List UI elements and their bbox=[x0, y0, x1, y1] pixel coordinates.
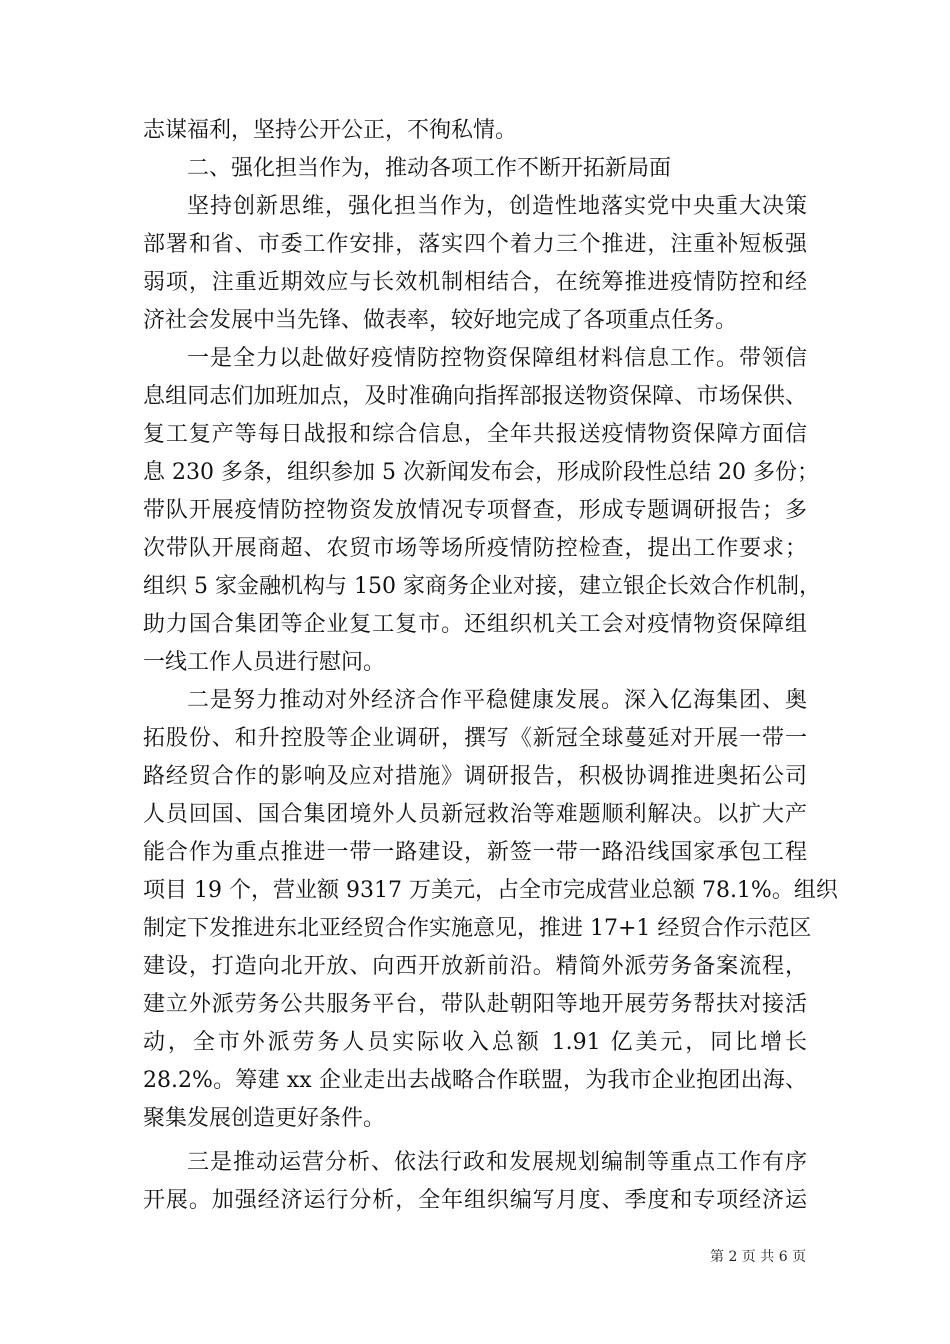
page-number: 第 2 页 共 6 页 bbox=[710, 1249, 807, 1265]
text-line: 建立外派劳务公共服务平台，带队赴朝阳等地开展劳务帮扶对接活 bbox=[143, 992, 807, 1017]
text-line: 息组同志们加班加点，及时准确向指挥部报送物资保障、市场保供、 bbox=[143, 384, 807, 409]
section-heading: 二、强化担当作为，推动各项工作不断开拓新局面 bbox=[187, 156, 672, 181]
text-line: 弱项，注重近期效应与长效机制相结合，在统筹推进疫情防控和经 bbox=[143, 270, 807, 295]
text-line: 次带队开展商超、农贸市场等场所疫情防控检查，提出工作要求； bbox=[143, 536, 807, 561]
text-line: 志谋福利，坚持公开公正，不徇私情。 bbox=[143, 118, 518, 143]
text-line: 助力国合集团等企业复工复市。还组织机关工会对疫情物资保障组 bbox=[143, 612, 807, 637]
text-line: 人员回国、国合集团境外人员新冠救治等难题顺利解决。以扩大产 bbox=[143, 802, 807, 827]
text-line: 开展。加强经济运行分析，全年组织编写月度、季度和专项经济运 bbox=[143, 1188, 807, 1213]
text-line: 二是努力推动对外经济合作平稳健康发展。深入亿海集团、奥 bbox=[187, 688, 807, 713]
text-line: 三是推动运营分析、依法行政和发展规划编制等重点工作有序 bbox=[187, 1150, 807, 1175]
text-line: 一是全力以赴做好疫情防控物资保障组材料信息工作。带领信 bbox=[187, 346, 807, 371]
text-line: 28.2%。筹建 xx 企业走出去战略合作联盟，为我市企业抱团出海、 bbox=[143, 1068, 807, 1093]
text-line: 组织 5 家金融机构与 150 家商务企业对接，建立银企长效合作机制， bbox=[143, 574, 821, 599]
text-line: 息 230 多条，组织参加 5 次新闻发布会，形成阶段性总结 20 多份； bbox=[143, 460, 819, 485]
text-line: 带队开展疫情防控物资发放情况专项督查，形成专题调研报告；多 bbox=[143, 498, 807, 523]
text-line: 部署和省、市委工作安排，落实四个着力三个推进，注重补短板强 bbox=[143, 232, 807, 257]
text-line: 复工复产等每日战报和综合信息，全年共报送疫情物资保障方面信 bbox=[143, 422, 807, 447]
text-line: 济社会发展中当先锋、做表率，较好地完成了各项重点任务。 bbox=[143, 308, 738, 333]
text-line: 制定下发推进东北亚经贸合作实施意见，推进 17+1 经贸合作示范区 bbox=[143, 916, 812, 941]
text-line: 聚集发展创造更好条件。 bbox=[143, 1106, 386, 1131]
text-line: 路经贸合作的影响及应对措施》调研报告，积极协调推进奥拓公司 bbox=[143, 764, 807, 789]
text-line: 动，全市外派劳务人员实际收入总额 1.91 亿美元，同比增长 bbox=[143, 1030, 807, 1055]
text-line: 拓股份、和升控股等企业调研，撰写《新冠全球蔓延对开展一带一 bbox=[143, 726, 807, 751]
text-line: 能合作为重点推进一带一路建设，新签一带一路沿线国家承包工程 bbox=[143, 840, 807, 865]
text-line: 建设，打造向北开放、向西开放新前沿。精简外派劳务备案流程， bbox=[143, 954, 807, 979]
text-line: 项目 19 个，营业额 9317 万美元，占全市完成营业总额 78.1%。组织 bbox=[143, 878, 838, 903]
text-line: 坚持创新思维，强化担当作为，创造性地落实党中央重大决策 bbox=[187, 194, 807, 219]
text-line: 一线工作人员进行慰问。 bbox=[143, 650, 386, 675]
